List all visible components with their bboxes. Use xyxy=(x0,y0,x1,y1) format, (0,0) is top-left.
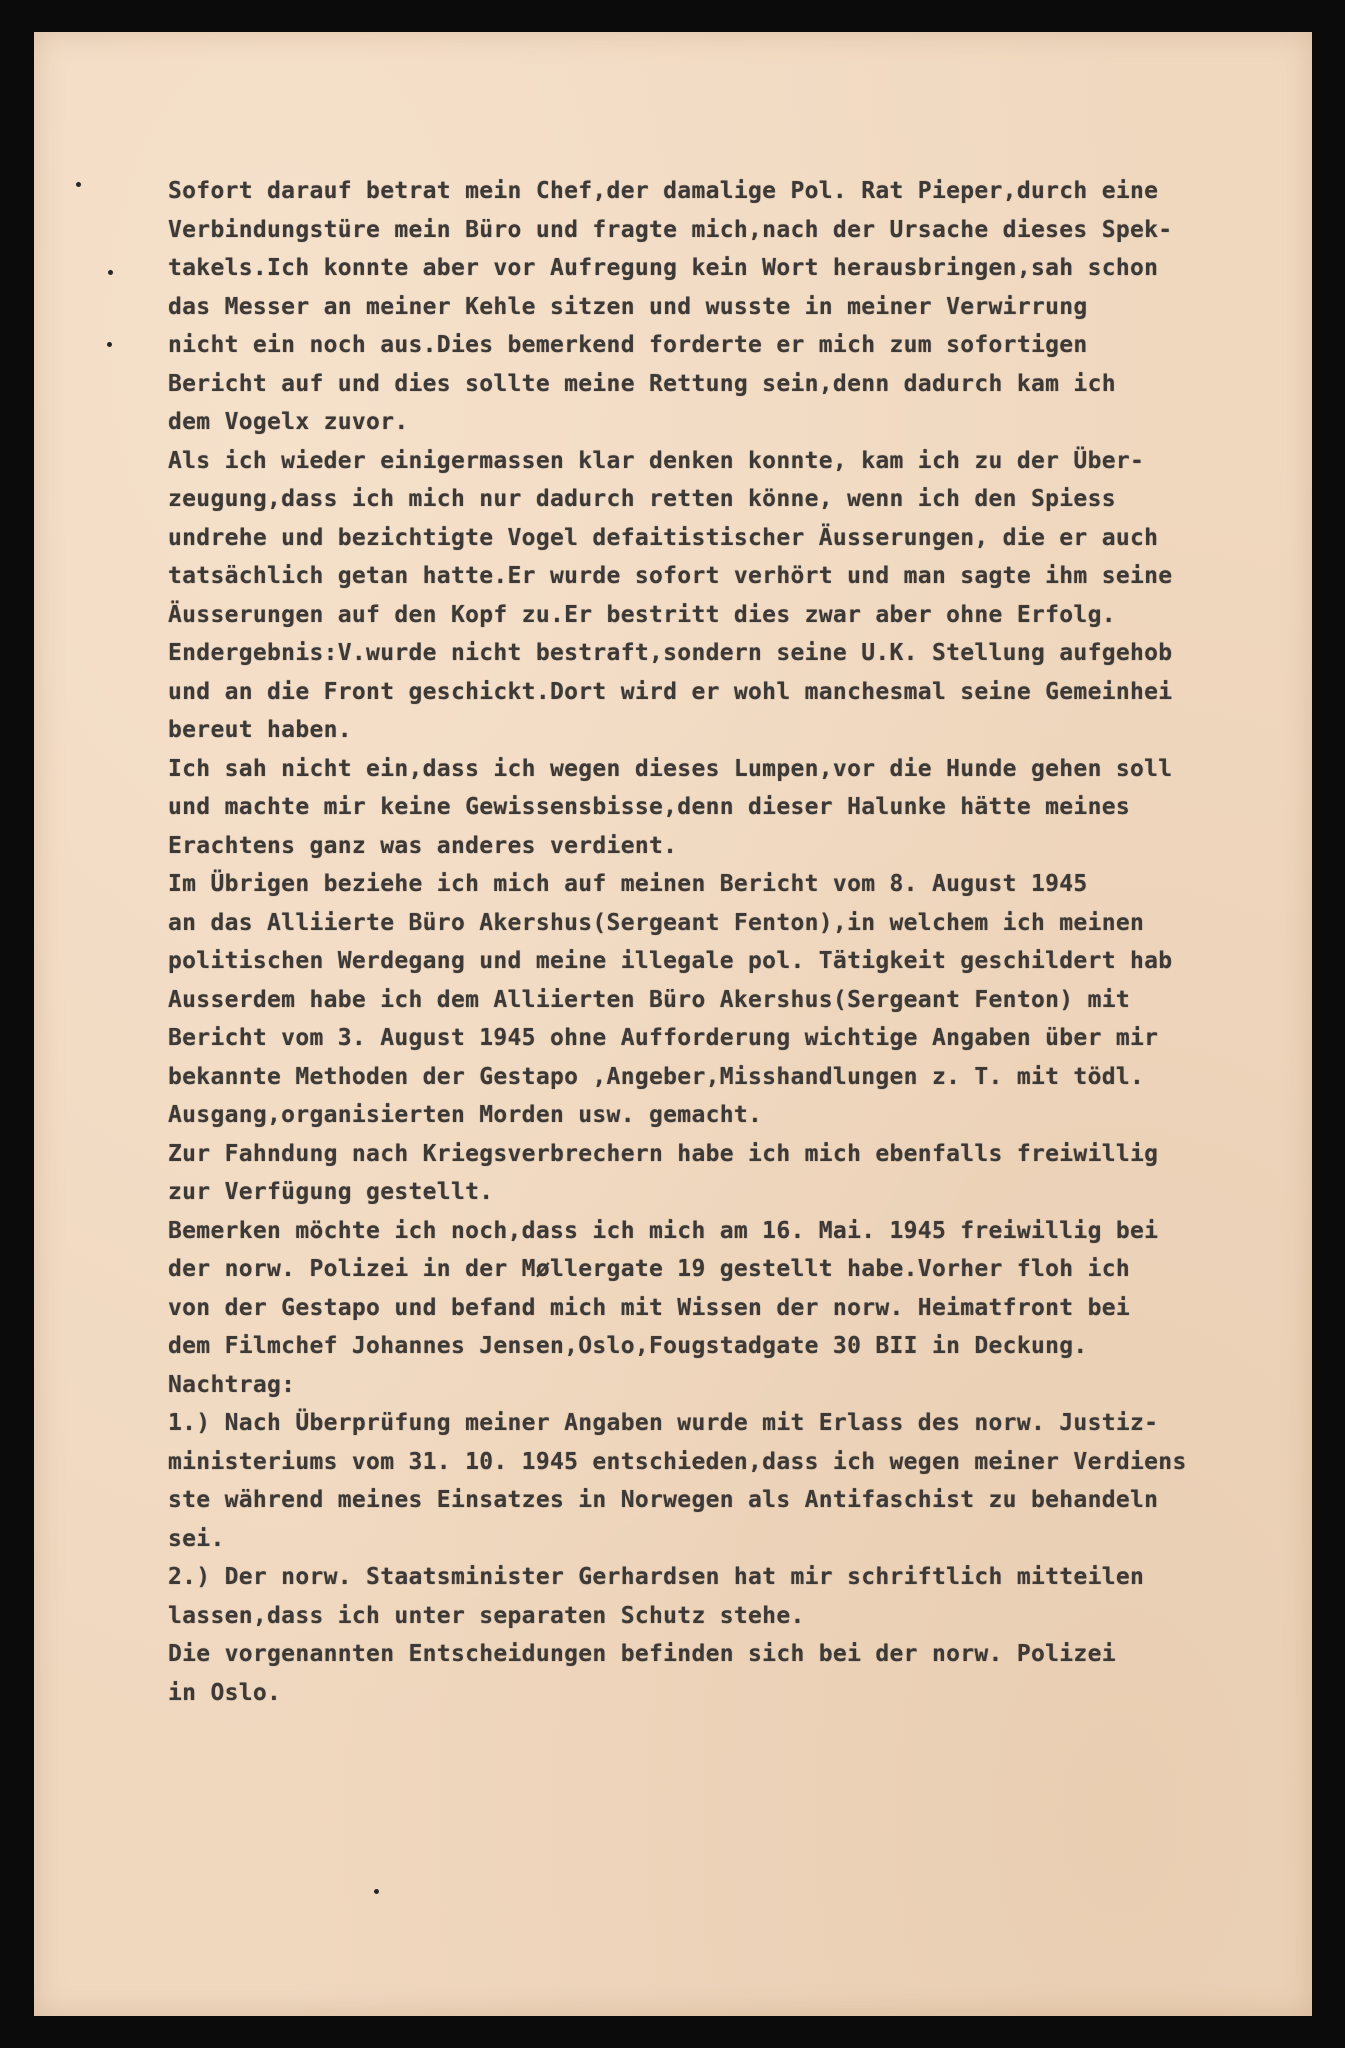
text-line: Bericht vom 3. August 1945 ohne Aufforderung wichtige Angaben über mir xyxy=(168,1025,1159,1051)
text-line: dem Vogelx zuvor. xyxy=(168,409,409,435)
margin-mark xyxy=(108,270,113,275)
text-line: Äusserungen auf den Kopf zu.Er bestritt dies zwar aber ohne Erfolg. xyxy=(168,601,1116,628)
text-line: Zur Fahndung nach Kriegsverbrechern habe ich mich ebenfalls freiwillig xyxy=(168,1140,1159,1167)
text-line: Die vorgenannten Entscheidungen befinden sich bei der norw. Polizei xyxy=(168,1641,1116,1667)
text-line: sei. xyxy=(168,1525,225,1552)
text-line: Bericht auf und dies sollte meine Rettung sein,denn dadurch kam ich xyxy=(168,370,1116,397)
text-line: tatsächlich getan hatte.Er wurde sofort verhört und man sagte ihm seine xyxy=(168,563,1173,589)
text-line: Ausserdem habe ich dem Alliierten Büro Akershus(Sergeant Fenton) mit xyxy=(168,986,1131,1013)
text-line: ministeriums vom 31. 10. 1945 entschieden,dass ich wegen meiner Verdiens xyxy=(168,1448,1187,1475)
text-line: undrehe und bezichtigte Vogel defaitistischer Äusserungen, die er auch xyxy=(168,524,1159,551)
text-line: von der Gestapo und befand mich mit Wissen der norw. Heimatfront bei xyxy=(168,1294,1131,1321)
text-line: lassen,dass ich unter separaten Schutz stehe. xyxy=(168,1602,805,1629)
text-line: der norw. Polizei in der Møllergate 19 gestellt habe.Vorher floh ich xyxy=(168,1256,1131,1282)
margin-mark xyxy=(107,342,112,347)
text-line: bekannte Methoden der Gestapo ,Angeber,Misshandlungen z. T. mit tödl. xyxy=(168,1063,1145,1090)
text-line: das Messer an meiner Kehle sitzen und wusste in meiner Verwirrung xyxy=(168,293,1088,320)
typed-text-body xyxy=(168,172,1296,1712)
text-line: Als ich wieder einigermassen klar denken konnte, kam ich zu der Über- xyxy=(168,447,1145,474)
text-line: zur Verfügung gestellt. xyxy=(168,1179,494,1205)
text-line: Ich sah nicht ein,dass ich wegen dieses Lumpen,vor die Hunde gehen soll xyxy=(168,755,1173,782)
text-line: nicht ein noch aus.Dies bemerkend forderte er mich zum sofortigen xyxy=(168,332,1088,358)
text-line: Erachtens ganz was anderes verdient. xyxy=(168,832,678,859)
text-line: und machte mir keine Gewissensbisse,denn dieser Halunke hätte meines xyxy=(168,794,1131,820)
text-line: an das Alliierte Büro Akershus(Sergeant Fenton),in welchem ich meinen xyxy=(168,909,1145,936)
text-line: Verbindungstüre mein Büro und fragte mich,nach der Ursache dieses Spek- xyxy=(168,216,1173,243)
text-line: ste während meines Einsatzes in Norwegen als Antifaschist zu behandeln xyxy=(168,1487,1159,1513)
text-line: Sofort darauf betrat mein Chef,der damalige Pol. Rat Pieper,durch eine xyxy=(168,178,1159,204)
text-line: Nachtrag: xyxy=(168,1371,296,1398)
text-line: Ausgang,organisierten Morden usw. gemacht. xyxy=(168,1102,763,1128)
text-line: takels.Ich konnte aber vor Aufregung kein Wort herausbringen,sah schon xyxy=(168,255,1159,281)
margin-mark xyxy=(76,182,81,187)
text-line: 1.) Nach Überprüfung meiner Angaben wurde mit Erlass des norw. Justiz- xyxy=(168,1410,1159,1436)
text-line: und an die Front geschickt.Dort wird er wohl manchesmal seine Gemeinhei xyxy=(168,678,1173,705)
text-line: Im Übrigen beziehe ich mich auf meinen Bericht vom 8. August 1945 xyxy=(168,871,1088,897)
margin-mark xyxy=(374,1889,379,1894)
text-line: politischen Werdegang und meine illegale pol. Tätigkeit geschildert hab xyxy=(168,948,1173,974)
document-page xyxy=(34,32,1312,2016)
text-line: 2.) Der norw. Staatsminister Gerhardsen hat mir schriftlich mitteilen xyxy=(168,1564,1145,1590)
text-line: Bemerken möchte ich noch,dass ich mich am 16. Mai. 1945 freiwillig bei xyxy=(168,1217,1159,1244)
text-line: bereut haben. xyxy=(168,717,352,743)
text-line: in Oslo. xyxy=(168,1679,282,1706)
text-line: dem Filmchef Johannes Jensen,Oslo,Fougstadgate 30 BII in Deckung. xyxy=(168,1333,1088,1359)
text-line: zeugung,dass ich mich nur dadurch retten könne, wenn ich den Spiess xyxy=(168,486,1116,512)
text-line: Endergebnis:V.wurde nicht bestraft,sondern seine U.K. Stellung aufgehob xyxy=(168,640,1173,666)
